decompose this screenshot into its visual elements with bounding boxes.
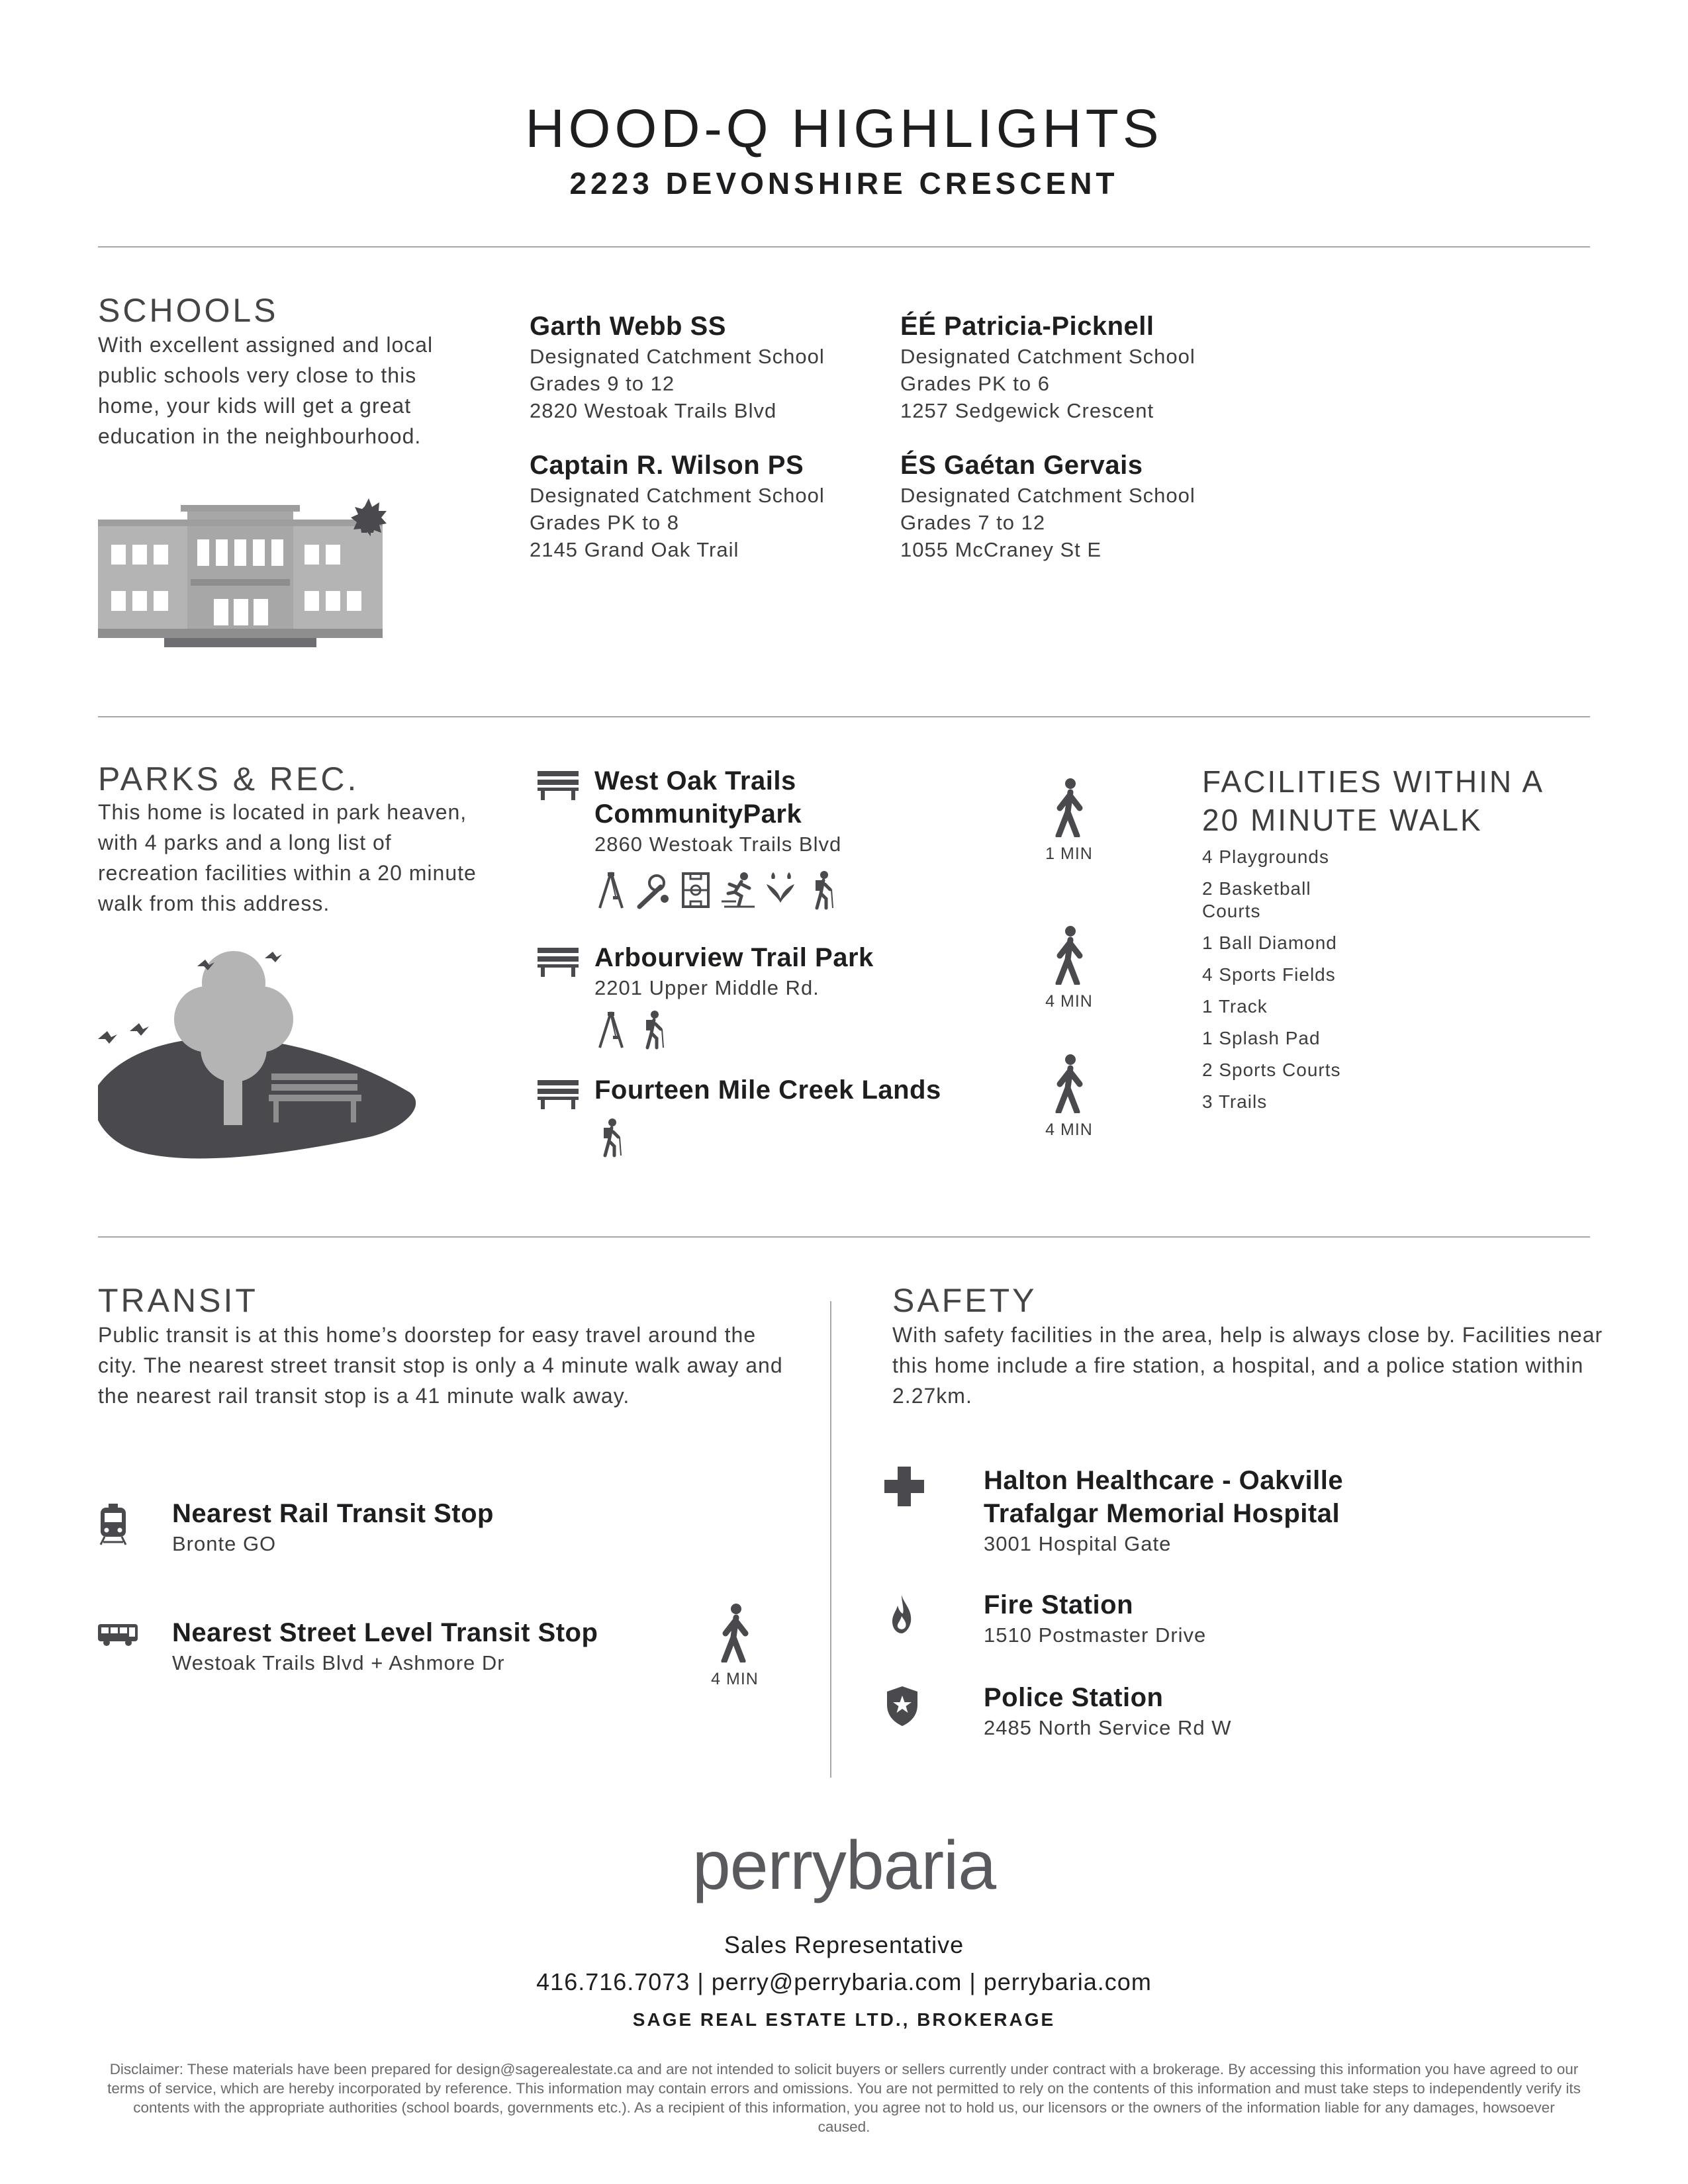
school-grades: Grades 7 to 12 — [900, 511, 1046, 534]
park-name-line2: CommunityPark — [594, 799, 802, 829]
train-icon — [99, 1504, 127, 1546]
walk-time — [1026, 1054, 1112, 1140]
facility-item: 2 Sports Courts — [1202, 1060, 1341, 1080]
walk-time-label: 4 MIN — [711, 1670, 759, 1688]
school-card — [530, 310, 887, 424]
park-address: 2201 Upper Middle Rd. — [594, 976, 820, 999]
facility-icons — [594, 1117, 992, 1158]
school-card — [530, 449, 887, 563]
school-type: Designated Catchment School — [530, 484, 825, 507]
facilities-heading-line1: FACILITIES WITHIN A — [1202, 764, 1545, 799]
school-card — [900, 310, 1271, 424]
walking-person-icon — [716, 1603, 753, 1662]
police-station-name: Police Station — [984, 1683, 1164, 1712]
park-address: 2860 Westoak Trails Blvd — [594, 833, 842, 856]
street-transit-stop: Westoak Trails Blvd + Ashmore Dr — [172, 1651, 505, 1674]
bench-icon — [538, 948, 579, 977]
baseball-icon — [637, 870, 670, 911]
street-transit-label: Nearest Street Level Transit Stop — [172, 1618, 598, 1647]
school-address: 2820 Westoak Trails Blvd — [530, 399, 777, 422]
facilities-panel — [1202, 762, 1573, 1113]
bench-icon — [538, 771, 579, 800]
walk-time-label: 4 MIN — [1045, 992, 1093, 1011]
track-icon — [722, 870, 755, 911]
playground-icon — [594, 1009, 628, 1050]
school-grades: Grades PK to 8 — [530, 511, 679, 534]
column-divider — [830, 1301, 831, 1778]
walk-time-label: 4 MIN — [1045, 1120, 1093, 1139]
hospital-name-line1: Halton Healthcare - Oakville — [984, 1466, 1344, 1495]
school-type: Designated Catchment School — [900, 484, 1196, 507]
park-name: Fourteen Mile Creek Lands — [594, 1075, 941, 1105]
safety-description: With safety facilities in the area, help is always close by. Facilities near this home include a fire station, a hospital, and a police station within 2.27km. — [892, 1323, 1603, 1408]
school-name: ÉS Gaétan Gervais — [900, 451, 1143, 480]
school-card — [900, 449, 1271, 563]
facility-item: 4 Playgrounds — [1202, 846, 1330, 867]
walk-time — [1026, 778, 1112, 864]
police-station-address: 2485 North Service Rd W — [984, 1716, 1232, 1739]
park-card — [594, 941, 965, 1050]
parks-description: This home is located in park heaven, with 4 parks and a long list of recreation facilities within a 20 minute walk from this address. — [98, 800, 477, 915]
school-grades: Grades 9 to 12 — [530, 372, 675, 395]
school-name: Captain R. Wilson PS — [530, 451, 804, 480]
fire-station — [984, 1588, 1579, 1649]
park-name-line1: West Oak Trails — [594, 766, 796, 796]
agent-role: Sales Representative — [724, 1931, 964, 1958]
park-card — [594, 764, 965, 911]
hospital-cross-icon — [884, 1467, 924, 1506]
walk-time — [1026, 925, 1112, 1011]
fire-icon — [890, 1594, 914, 1635]
park-card — [594, 1073, 992, 1158]
rail-transit-label: Nearest Rail Transit Stop — [172, 1499, 494, 1528]
playground-icon — [594, 870, 628, 911]
walking-person-icon — [1051, 925, 1088, 985]
facilities-heading-line2: 20 MINUTE WALK — [1202, 803, 1483, 837]
transit-description: Public transit is at this home’s doorstep for easy travel around the city. The nearest street transit stop is only a 4 minute walk away and the nearest rail transit stop is a 41 minute walk away. — [98, 1323, 783, 1408]
facility-item: 3 Trails — [1202, 1091, 1268, 1112]
walk-time — [692, 1603, 778, 1689]
schools-heading: SCHOOLS — [98, 292, 279, 329]
splash-pad-icon — [764, 870, 797, 911]
facility-item: 1 Splash Pad — [1202, 1028, 1321, 1048]
transit-heading: TRANSIT — [98, 1282, 258, 1319]
hospital-address: 3001 Hospital Gate — [984, 1532, 1172, 1555]
bus-icon — [98, 1623, 138, 1647]
page-title: HOOD-Q HIGHLIGHTS — [525, 99, 1163, 159]
sports-field-icon — [679, 870, 712, 911]
walking-person-icon — [1051, 778, 1088, 837]
hospital-name-line2: Trafalgar Memorial Hospital — [984, 1499, 1340, 1528]
facility-icons — [594, 1009, 965, 1050]
property-address: 2223 DEVONSHIRE CRESCENT — [569, 166, 1119, 201]
hiker-icon — [594, 1117, 628, 1158]
rail-transit — [172, 1497, 715, 1557]
school-name: Garth Webb SS — [530, 312, 726, 341]
street-transit — [172, 1616, 715, 1676]
schools-description: With excellent assigned and local public schools very close to this home, your kids will get a great education in the neighbourhood. — [98, 333, 434, 448]
agent-contact: 416.716.7073 | perry@perrybaria.com | perrybaria.com — [536, 1968, 1152, 1995]
facility-item: 1 Track — [1202, 996, 1268, 1017]
safety-heading: SAFETY — [892, 1282, 1037, 1319]
agent-logo: perrybaria — [692, 1827, 996, 1904]
police-station — [984, 1681, 1579, 1741]
facility-icons — [594, 870, 965, 911]
park-name: Arbourview Trail Park — [594, 943, 874, 972]
divider — [98, 1236, 1590, 1238]
school-type: Designated Catchment School — [900, 345, 1196, 368]
facility-item: 2 Basketball Courts — [1202, 878, 1311, 921]
school-type: Designated Catchment School — [530, 345, 825, 368]
school-address: 2145 Grand Oak Trail — [530, 538, 739, 561]
disclaimer-text: Disclaimer: These materials have been prepared for design@sagerealestate.ca and are not intended to solicit buyers or sellers currently under contract with a brokerage. By accessing this information you have agreed to our terms of service, which are hereby incorporated by reference. This information may contain errors and omissions. You are not permitted to rely on the contents of this information and must take steps to independently verify its contents with the appropriate authorities (school boards, governments etc.). As a recipient of this information, you agree not to hold us, our licensors or the owners of the information liable for any damages, howsoever caused. — [107, 2061, 1581, 2135]
facility-item: 1 Ball Diamond — [1202, 933, 1337, 953]
school-address: 1055 McCraney St E — [900, 538, 1102, 561]
walking-person-icon — [1051, 1054, 1088, 1113]
police-shield-icon — [887, 1686, 917, 1726]
park-scene-icon — [98, 940, 416, 1178]
hiker-icon — [637, 1009, 670, 1050]
fire-station-name: Fire Station — [984, 1590, 1134, 1619]
rail-transit-stop: Bronte GO — [172, 1532, 277, 1555]
school-building-icon — [98, 493, 387, 649]
parks-heading: PARKS & REC. — [98, 760, 359, 797]
hospital — [984, 1464, 1579, 1557]
school-address: 1257 Sedgewick Crescent — [900, 399, 1154, 422]
facility-item: 4 Sports Fields — [1202, 964, 1336, 985]
divider — [98, 716, 1590, 717]
brokerage-name: SAGE REAL ESTATE LTD., BROKERAGE — [632, 2009, 1056, 2030]
school-name: ÉÉ Patricia-Picknell — [900, 312, 1154, 341]
walk-time-label: 1 MIN — [1045, 844, 1093, 863]
fire-station-address: 1510 Postmaster Drive — [984, 1623, 1207, 1647]
school-grades: Grades PK to 6 — [900, 372, 1050, 395]
hiker-icon — [806, 870, 839, 911]
bench-icon — [538, 1080, 579, 1109]
divider — [98, 246, 1590, 248]
